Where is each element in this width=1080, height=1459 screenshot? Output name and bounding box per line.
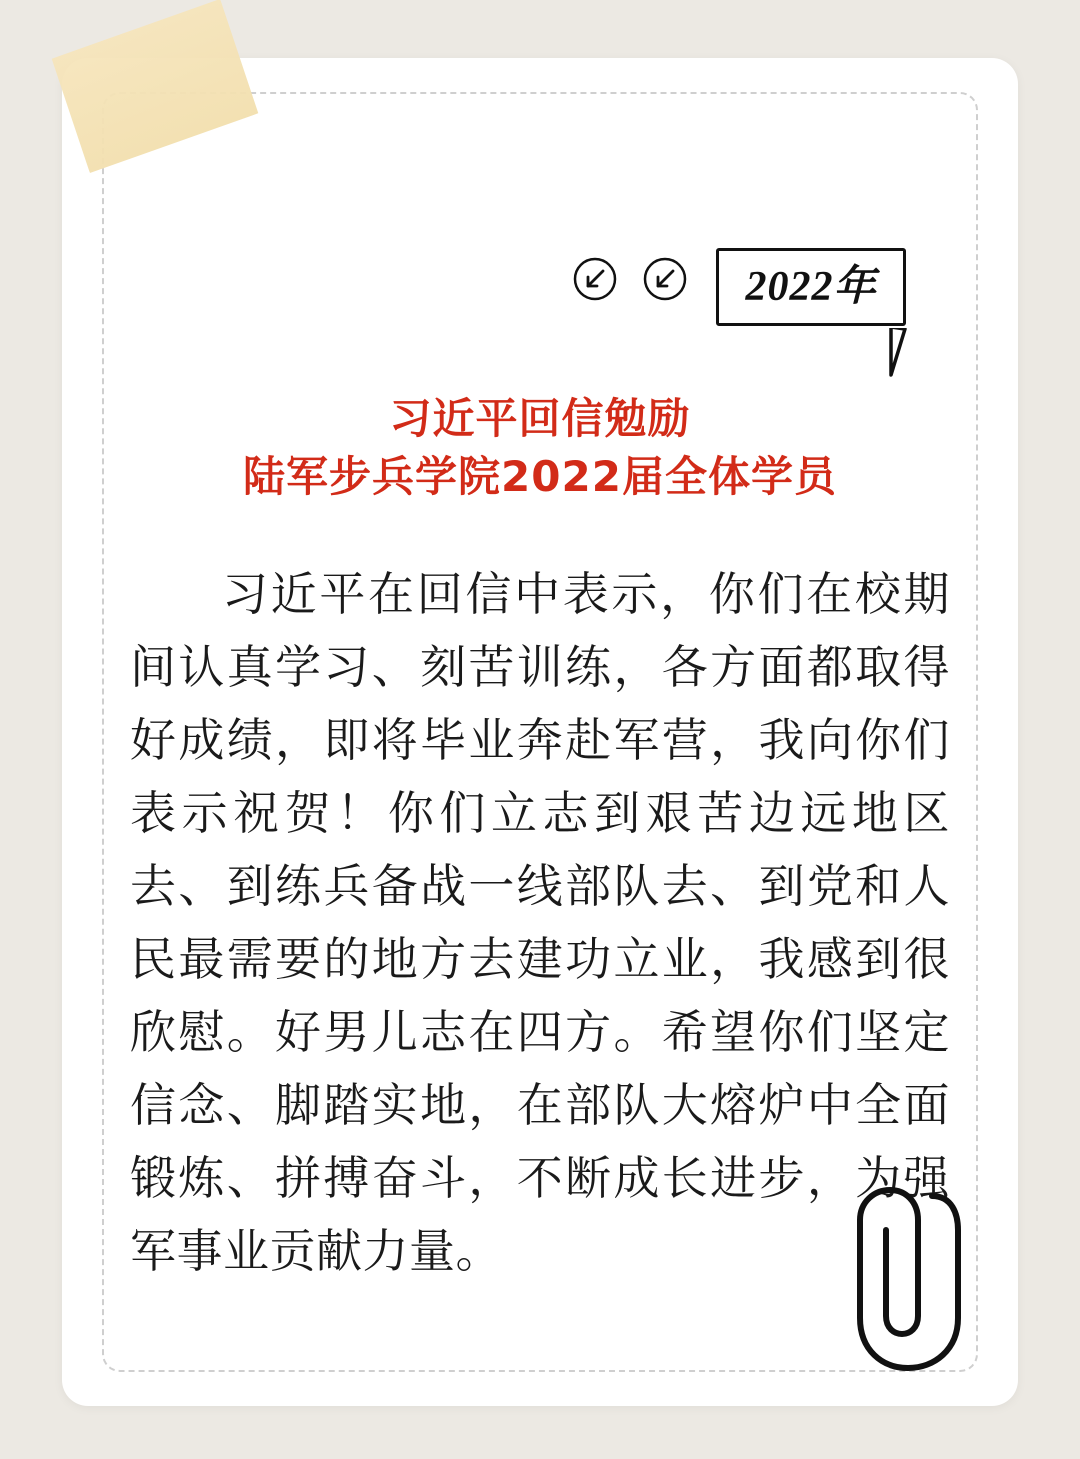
card-header-row — [62, 248, 1018, 358]
note-card — [62, 58, 1018, 1406]
year-badge — [716, 248, 906, 326]
down-left-arrow-icon — [642, 256, 688, 302]
title-line-1: 习近平回信勉励 — [389, 394, 691, 443]
title-line-2: 陆军步兵学院2022届全体学员 — [243, 452, 837, 501]
paper-clip-icon — [846, 1168, 966, 1378]
page-title — [122, 390, 958, 506]
down-left-arrow-icon — [572, 256, 618, 302]
year-badge-label: 2022年 — [745, 264, 877, 310]
letter-body-text: 习近平在回信中表示，你们在校期间认真学习、刻苦训练，各方面都取得好成绩，即将毕业奔赴军营，我向你们表示祝贺！你们立志到艰苦边远地区去、到练兵备战一线部队去、到党和人民最需要的地方去建功立业，我感到很欣慰。好男儿志在四方。希望你们坚定信念、脚踏实地，在部队大熔炉中全面锻炼、拼搏奋斗，不断成长进步，为强军事业贡献力量。 — [130, 567, 950, 1278]
